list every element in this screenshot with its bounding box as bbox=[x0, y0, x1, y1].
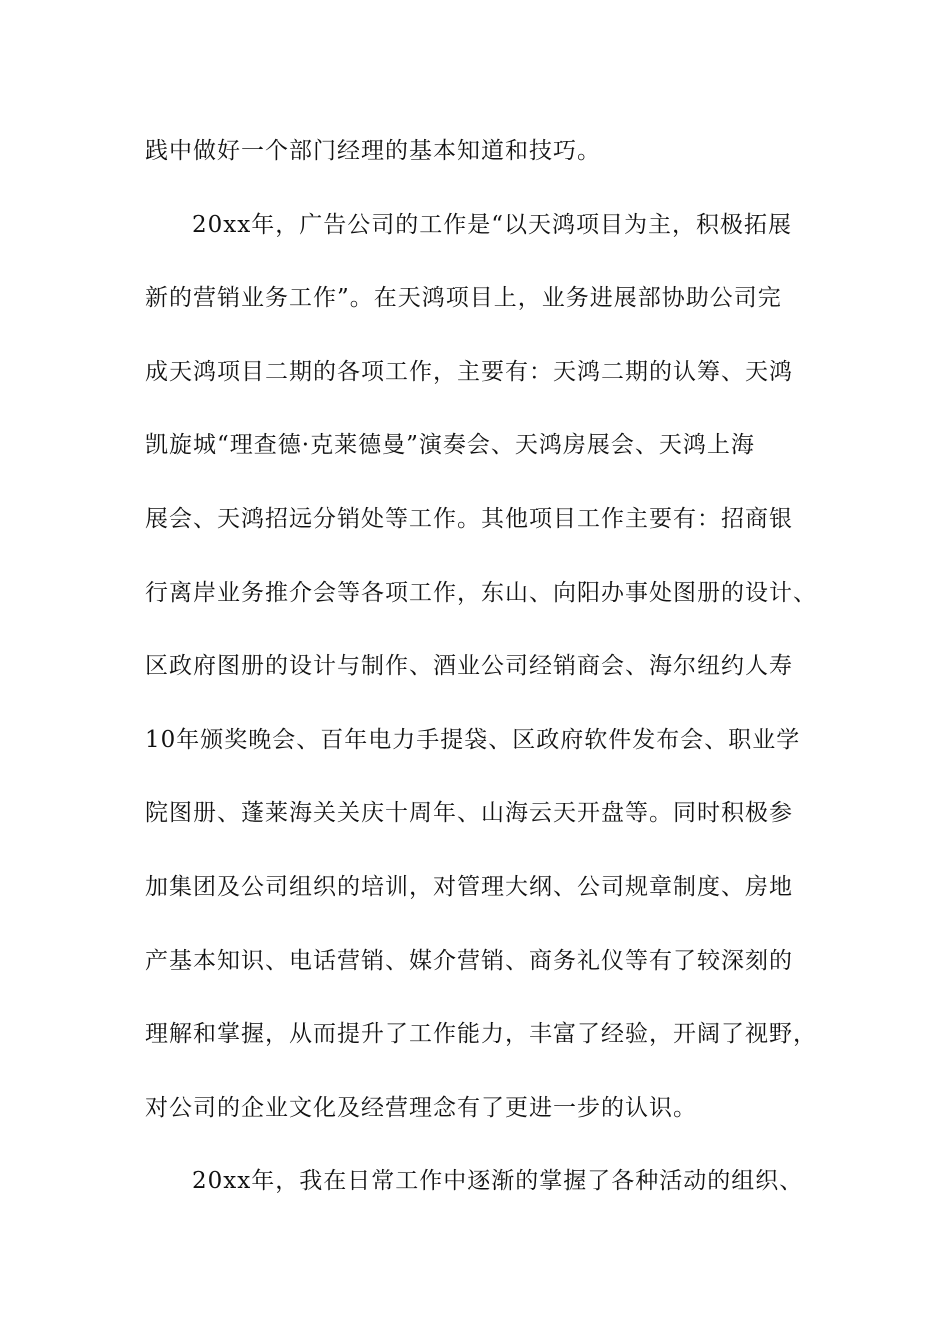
text-line: 理解和掌握，从而提升了工作能力，丰富了经验，开阔了视野， bbox=[145, 1021, 817, 1048]
paragraph-first-line: 20xx年，我在日常工作中逐渐的掌握了各种活动的组织、 bbox=[192, 1168, 804, 1195]
text-line: 产基本知识、电话营销、媒介营销、商务礼仪等有了较深刻的 bbox=[145, 947, 793, 974]
text-line: 对公司的企业文化及经营理念有了更进一步的认识。 bbox=[145, 1094, 697, 1121]
text-line: 新的营销业务工作”。在天鸿项目上，业务进展部协助公司完 bbox=[145, 285, 782, 312]
text-line: 区政府图册的设计与制作、酒业公司经销商会、海尔纽约人寿 bbox=[145, 653, 793, 680]
text-line: 行离岸业务推介会等各项工作，东山、向阳办事处图册的设计、 bbox=[145, 579, 817, 606]
paragraph-first-line: 20xx年，广告公司的工作是“以天鸿项目为主，积极拓展 bbox=[192, 211, 792, 238]
text-line: 成天鸿项目二期的各项工作，主要有：天鸿二期的认筹、天鸿 bbox=[145, 358, 793, 385]
body-text bbox=[145, 128, 845, 1232]
text-line: 院图册、蓬莱海关关庆十周年、山海云天开盘等。同时积极参 bbox=[145, 800, 793, 827]
text-line: 加集团及公司组织的培训，对管理大纲、公司规章制度、房地 bbox=[145, 873, 793, 900]
text-line: 10年颁奖晚会、百年电力手提袋、区政府软件发布会、职业学 bbox=[145, 726, 801, 753]
text-line: 凯旋城“理查德·克莱德曼”演奏会、天鸿房展会、天鸿上海 bbox=[145, 432, 755, 459]
text-line: 展会、天鸿招远分销处等工作。其他项目工作主要有：招商银 bbox=[145, 505, 793, 532]
text-line: 践中做好一个部门经理的基本知道和技巧。 bbox=[145, 138, 601, 164]
